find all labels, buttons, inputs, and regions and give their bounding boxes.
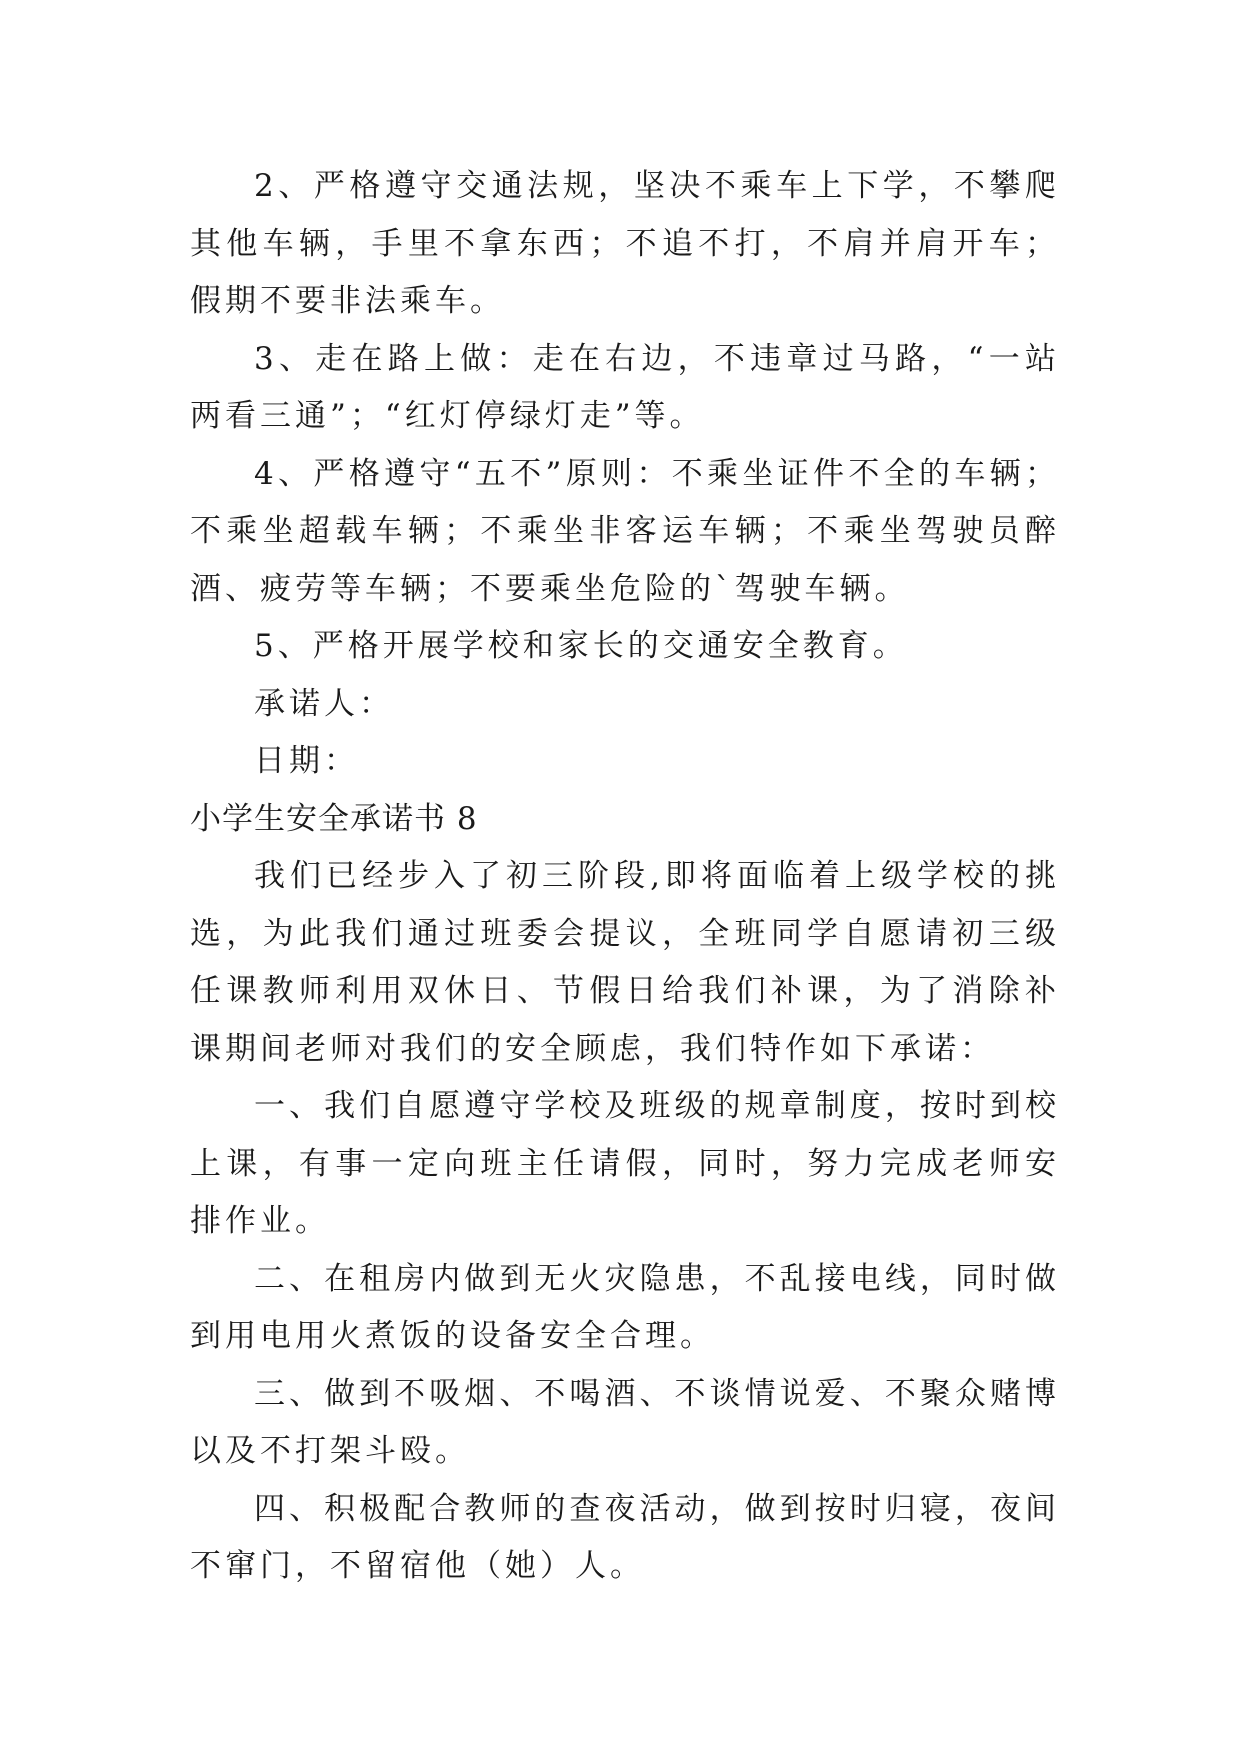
paragraph-rule-3: 三、做到不吸烟、不喝酒、不谈情说爱、不聚众赌博以及不打架斗殴。: [190, 1375, 1060, 1469]
paragraph-walking-rules: 3、走在路上做：走在右边，不违章过马路，“一站两看三通”；“红灯停绿灯走”等。: [190, 340, 1060, 434]
promisor-label: 承诺人：: [254, 685, 394, 722]
date-label: 日期：: [254, 743, 359, 779]
paragraph-rule-4: 四、积极配合教师的查夜活动，做到按时归寝，夜间不窜门，不留宿他（她）人。: [190, 1490, 1060, 1584]
paragraph-five-nos: 4、严格遵守“五不”原则：不乘坐证件不全的车辆；不乘坐超载车辆；不乘坐非客运车辆；不乘坐驾驶员醉酒、疲劳等车辆；不要乘坐危险的`驾驶车辆。: [190, 455, 1060, 607]
paragraph-rule-2: 二、在租房内做到无火灾隐患，不乱接电线，同时做到用电用火煮饭的设备安全合理。: [190, 1260, 1060, 1354]
document-page: [190, 158, 1060, 1596]
paragraph-safety-education: 5、严格开展学校和家长的交通安全教育。: [254, 628, 908, 664]
paragraph-intro: 我们已经步入了初三阶段,即将面临着上级学校的挑选，为此我们通过班委会提议，全班同学自愿请初三级任课教师利用双休日、节假日给我们补课，为了消除补课期间老师对我们的安全顾虑，我们特作如下承诺：: [190, 858, 1060, 1067]
paragraph-rule-1: 一、我们自愿遵守学校及班级的规章制度，按时到校上课，有事一定向班主任请假，同时，努力完成老师安排作业。: [190, 1088, 1060, 1239]
section-title: 小学生安全承诺书 8: [190, 800, 478, 837]
paragraph-traffic-rules: 2、严格遵守交通法规，坚决不乘车上下学，不攀爬其他车辆，手里不拿东西；不追不打，不肩并肩开车；假期不要非法乘车。: [190, 168, 1060, 319]
